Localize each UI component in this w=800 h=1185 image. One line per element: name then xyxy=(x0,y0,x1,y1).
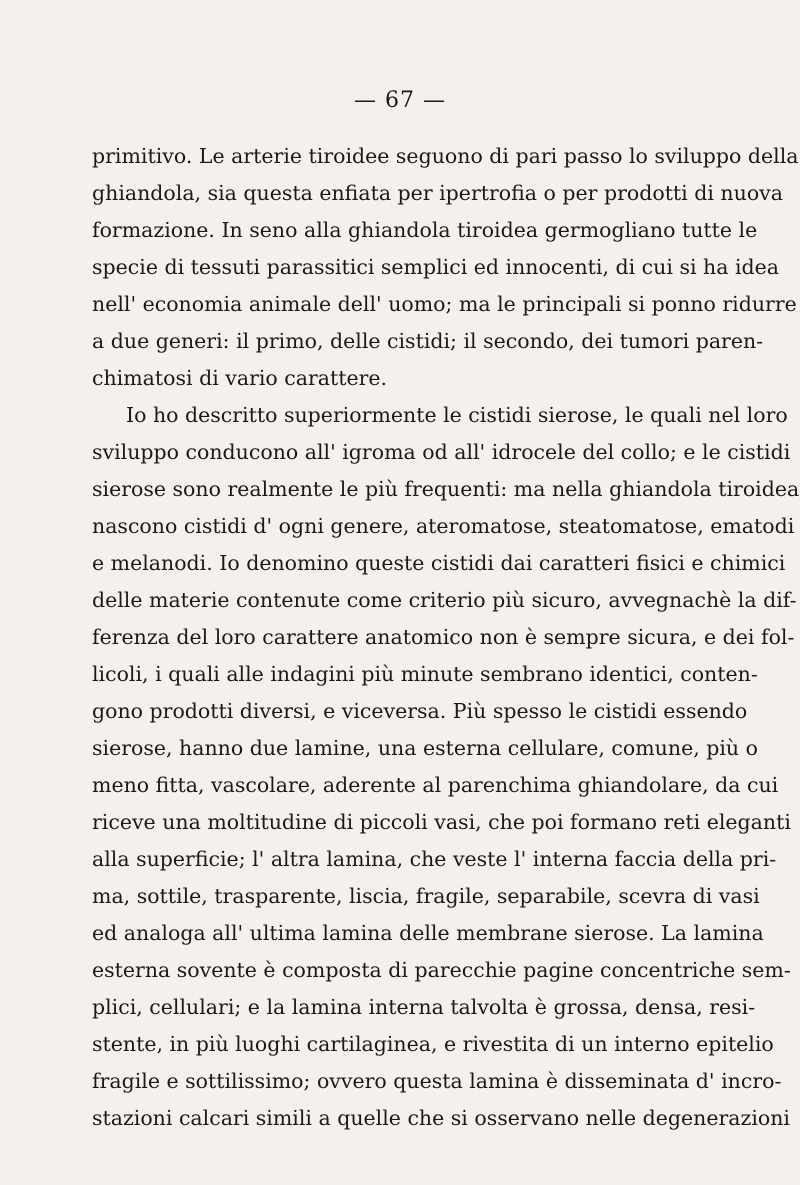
body-text xyxy=(92,138,800,1137)
text-line: riceve una moltitudine di piccoli vasi, che poi formano reti eleganti xyxy=(92,810,791,834)
text-line: nell' economia animale dell' uomo; ma le principali si ponno ridurre xyxy=(92,292,797,316)
text-line: stazioni calcari simili a quelle che si osservano nelle degenerazioni xyxy=(92,1106,790,1130)
text-line: Io ho descritto superiormente le cistidi sierose, le quali nel loro xyxy=(126,403,788,427)
text-line: licoli, i quali alle indagini più minute sembrano identici, conten- xyxy=(92,662,758,686)
text-line: sierose, hanno due lamine, una esterna cellulare, comune, più o xyxy=(92,736,758,760)
text-line: e melanodi. Io denomino queste cistidi dai caratteri fisici e chimici xyxy=(92,551,786,575)
text-line: ferenza del loro carattere anatomico non è sempre sicura, e dei fol- xyxy=(92,625,795,649)
text-line: formazione. In seno alla ghiandola tiroidea germogliano tutte le xyxy=(92,218,758,242)
text-line: stente, in più luoghi cartilaginea, e rivestita di un interno epitelio xyxy=(92,1032,774,1056)
text-line: esterna sovente è composta di parecchie pagine concentriche sem- xyxy=(92,958,791,982)
text-line: fragile e sottilissimo; ovvero questa lamina è disseminata d' incro- xyxy=(92,1069,782,1093)
page-number: — 67 — xyxy=(354,88,446,113)
text-line: delle materie contenute come criterio più sicuro, avvegnachè la dif- xyxy=(92,588,797,612)
text-line: specie di tessuti parassitici semplici ed innocenti, di cui si ha idea xyxy=(92,255,780,279)
text-line: primitivo. Le arterie tiroidee seguono di pari passo lo sviluppo della xyxy=(92,144,799,168)
text-line: gono prodotti diversi, e viceversa. Più spesso le cistidi essendo xyxy=(92,699,748,723)
text-line: a due generi: il primo, delle cistidi; il secondo, dei tumori paren- xyxy=(92,329,764,353)
text-line: ed analoga all' ultima lamina delle membrane sierose. La lamina xyxy=(92,921,764,945)
text-line: ma, sottile, trasparente, liscia, fragile, separabile, scevra di vasi xyxy=(92,884,760,908)
text-line: meno fitta, vascolare, aderente al parenchima ghiandolare, da cui xyxy=(92,773,779,797)
text-line: ghiandola, sia questa enfiata per ipertrofia o per prodotti di nuova xyxy=(92,181,783,205)
text-line: alla superficie; l' altra lamina, che veste l' interna faccia della pri- xyxy=(92,847,777,871)
text-line: chimatosi di vario carattere. xyxy=(92,366,388,390)
text-line: plici, cellulari; e la lamina interna talvolta è grossa, densa, resi- xyxy=(92,995,756,1019)
text-line: sviluppo conducono all' igroma od all' idrocele del collo; e le cistidi xyxy=(92,440,791,464)
text-line: nascono cistidi d' ogni genere, ateromatose, steatomatose, ematodi xyxy=(92,514,795,538)
text-line: sierose sono realmente le più frequenti: ma nella ghiandola tiroidea xyxy=(92,477,800,501)
